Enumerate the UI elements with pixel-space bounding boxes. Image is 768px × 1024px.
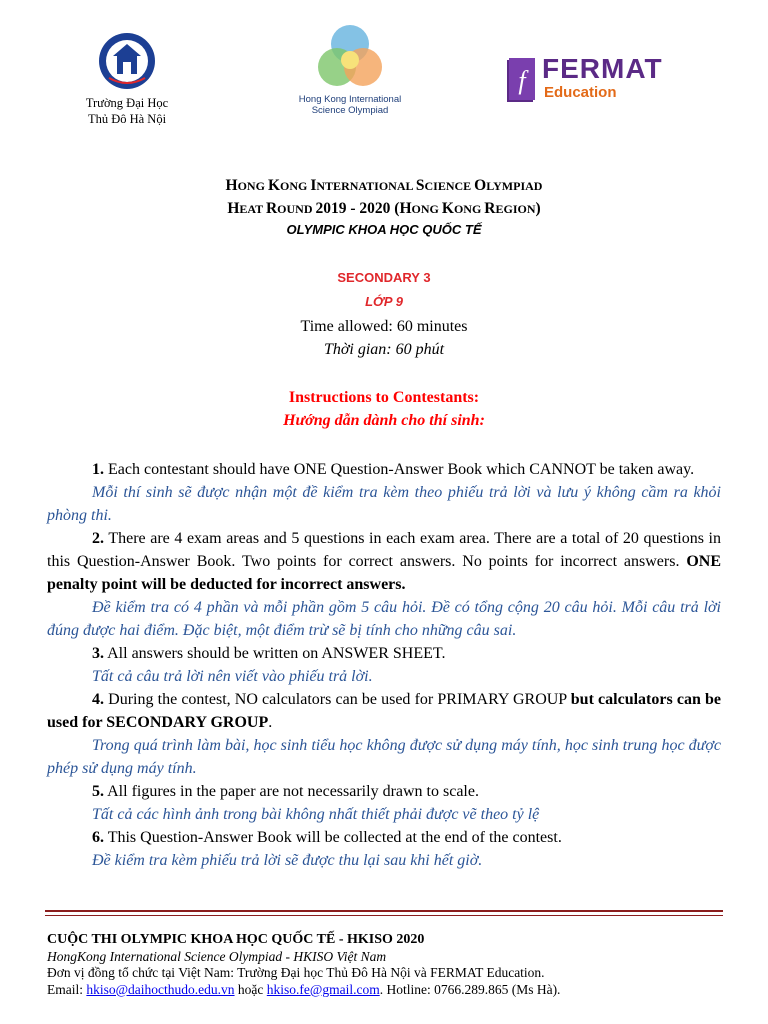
- title-line2: HEAT ROUND 2019 - 2020 (HONG KONG REGION): [227, 200, 541, 217]
- hkiso-venn-icon: [312, 22, 388, 92]
- instruction-3: 3. All answers should be written on ANSWER SHEET.: [92, 645, 446, 662]
- instruction-2: 2. There are 4 exam areas and 5 questions in each exam area. There are a total of 20 questions in this Question-Answer Book. Two points for correct answers. No points for incorrect answers. ONE penalty point will be deducted for incorrect answers.: [47, 530, 721, 593]
- footer: [47, 932, 747, 998]
- footer-divider-thick: [45, 910, 723, 912]
- university-logo: [62, 30, 192, 127]
- instructions-list: [47, 458, 721, 872]
- title-vietnamese: OLYMPIC KHOA HỌC QUỐC TẾ: [286, 222, 482, 237]
- university-emblem-icon: [97, 30, 157, 92]
- instruction-6-vi: Đề kiểm tra kèm phiếu trả lời sẽ được thu lại sau khi hết giờ.: [92, 852, 483, 869]
- email-link-2[interactable]: hkiso.fe@gmail.com: [266, 981, 380, 997]
- title-line1: HONG KONG INTERNATIONAL SCIENCE OLYMPIAD: [225, 177, 543, 194]
- level-vietnamese: LỚP 9: [365, 294, 403, 309]
- time-vietnamese: Thời gian: 60 phút: [323, 341, 445, 358]
- footer-divider-thin: [45, 915, 723, 916]
- footer-organizers: Đơn vị đồng tổ chức tại Việt Nam: Trường Đại học Thủ Đô Hà Nội và FERMAT Education.: [47, 965, 545, 980]
- instruction-4-vi: Trong quá trình làm bài, học sinh tiểu học không được sử dụng máy tính, học sinh trung học được phép sử dụng máy tính.: [47, 737, 721, 777]
- instruction-5: 5. All figures in the paper are not necessarily drawn to scale.: [92, 783, 479, 800]
- fermat-name: FERMAT: [542, 53, 663, 84]
- instruction-1-vi: Mỗi thí sinh sẽ được nhận một đề kiểm tra kèm theo phiếu trả lời và lưu ý không cầm ra khỏi phòng thi.: [47, 484, 721, 524]
- university-name-line1: Trường Đại Học: [85, 96, 169, 110]
- hkiso-logo: [290, 22, 410, 116]
- instruction-4: 4. During the contest, NO calculators can be used for PRIMARY GROUP but calculators can be used for SECONDARY GROUP.: [47, 691, 721, 731]
- fermat-sub: Education: [544, 84, 617, 101]
- instructions-heading: Instructions to Contestants:: [288, 389, 480, 406]
- instructions-heading-vi: Hướng dẫn dành cho thí sinh:: [283, 412, 485, 429]
- university-name-line2: Thủ Đô Hà Nội: [87, 112, 167, 126]
- hkiso-name-line1: Hong Kong International: [298, 94, 402, 105]
- level-english: SECONDARY 3: [337, 270, 431, 285]
- fermat-f-letter: f: [518, 66, 526, 95]
- email-link-1[interactable]: hkiso@daihocthudo.edu.vn: [86, 981, 235, 997]
- instruction-2-vi: Đề kiểm tra có 4 phần và mỗi phần gồm 5 câu hỏi. Đề có tổng cộng 20 câu hỏi. Mỗi câu trả lời đúng được hai điểm. Đặc biệt, một điểm trừ sẽ bị tính cho những câu sai.: [47, 599, 721, 639]
- instruction-3-vi: Tất cả câu trả lời nên viết vào phiếu trả lời.: [92, 668, 373, 685]
- instruction-1: 1. Each contestant should have ONE Question-Answer Book which CANNOT be taken away.: [92, 461, 695, 478]
- footer-olympiad-name: HongKong International Science Olympiad - HKISO Việt Nam: [47, 948, 387, 964]
- fermat-book-icon: [505, 56, 537, 104]
- instruction-6: 6. This Question-Answer Book will be collected at the end of the contest.: [92, 829, 562, 846]
- instruction-5-vi: Tất cả các hình ảnh trong bài không nhất thiết phải được vẽ theo tỷ lệ: [92, 806, 540, 823]
- logo-row: [0, 22, 768, 132]
- time-allowed: Time allowed: 60 minutes: [300, 318, 468, 335]
- hkiso-name-line2: Science Olympiad: [311, 105, 389, 116]
- footer-contest-name: CUỘC THI OLYMPIC KHOA HỌC QUỐC TẾ - HKISO 2020: [47, 932, 425, 947]
- fermat-logo: [505, 54, 705, 114]
- footer-contact: Email: hkiso@daihocthudo.edu.vn hoặc hkiso.fe@gmail.com. Hotline: 0766.289.865 (Ms Hà).: [47, 981, 561, 997]
